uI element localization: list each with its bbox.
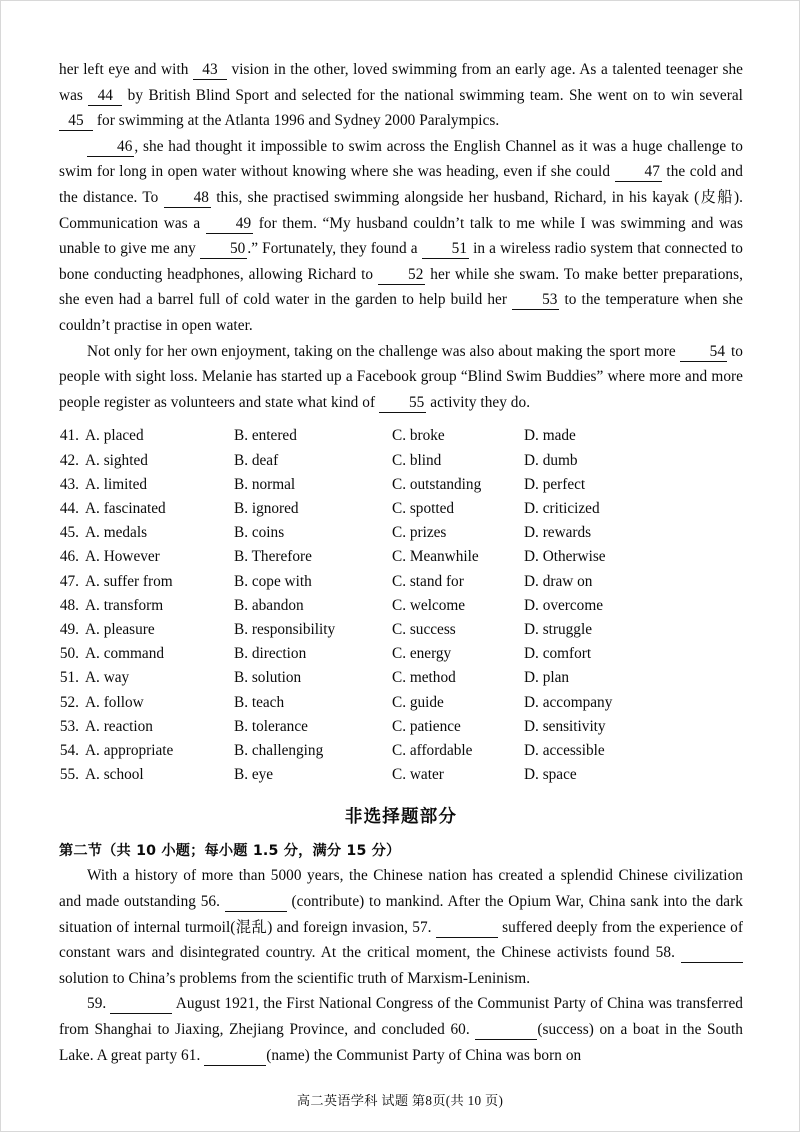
option-choice-d[interactable]: D. sensitivity [524,717,606,735]
option-number: 51. [59,669,79,687]
option-row [59,739,743,763]
passage-paragraph: her left eye and with 43 vision in the other, loved swimming from an early age. As a talented teenager she was 44 by British Blind Sport and selected for the national swimming team. She went on to win several 45 for swimming at the Atlanta 1996 and Sydney 2000 Paralympics. [59,61,743,130]
option-choice-a[interactable]: A. transform [85,596,164,614]
fill-in-blank[interactable]: 52 [378,266,425,285]
option-number: 50. [59,645,79,663]
option-choice-b[interactable]: B. deaf [234,451,279,469]
fill-in-blank[interactable] [204,1047,266,1066]
option-choice-a[interactable]: A. appropriate [85,741,174,759]
option-choice-c[interactable]: C. method [392,669,456,687]
option-choice-d[interactable]: D. perfect [524,475,586,493]
option-choice-d[interactable]: D. made [524,427,576,445]
option-number: 54. [59,741,79,759]
fill-in-blank[interactable]: 46 [87,138,134,157]
option-number: 41. [59,427,79,445]
option-choice-b[interactable]: B. Therefore [234,548,312,566]
fill-in-blank[interactable]: 45 [59,112,93,131]
option-row [59,618,743,642]
option-choice-a[interactable]: A. medals [85,524,148,542]
option-choice-c[interactable]: C. success [392,620,456,638]
option-row [59,666,743,690]
option-row [59,715,743,739]
option-choice-c[interactable]: C. affordable [392,741,473,759]
option-choice-b[interactable]: B. coins [234,524,285,542]
option-choice-a[interactable]: A. sighted [85,451,148,469]
option-choice-a[interactable]: A. However [85,548,160,566]
fill-in-blank[interactable]: 47 [615,163,662,182]
option-choice-d[interactable]: D. accompany [524,693,613,711]
option-choice-c[interactable]: C. outstanding [392,475,482,493]
section2-paragraph: 59. August 1921, the First National Congress of the Communist Party of China was transferred from Shanghai to Jiaxing, Zhejiang Province, and concluded 60. (success) on a boat in the South Lake. A great party 61. (name) the Communist Party of China was born on [59,995,744,1064]
option-choice-c[interactable]: C. patience [392,717,461,735]
option-row [59,473,743,497]
section-heading-non-mcq: 非选择题部分 [344,807,458,828]
option-choice-b[interactable]: B. abandon [234,596,304,614]
option-row [59,424,743,448]
fill-in-blank[interactable]: 54 [680,343,727,362]
fill-in-blank[interactable]: 51 [422,240,469,259]
option-choice-b[interactable]: B. tolerance [234,717,308,735]
fill-in-blank[interactable]: 50 [200,240,247,259]
option-row [59,594,743,618]
fill-in-blank[interactable]: 55 [379,394,426,413]
option-choice-a[interactable]: A. limited [85,475,148,493]
option-choice-b[interactable]: B. solution [234,669,302,687]
option-number: 49. [59,620,79,638]
option-choice-c[interactable]: C. welcome [392,596,466,614]
option-choice-c[interactable]: C. blind [392,451,442,469]
option-choice-a[interactable]: A. school [85,766,144,784]
option-row [59,691,743,715]
fill-in-blank[interactable]: 53 [512,291,559,310]
fill-in-blank[interactable]: 49 [206,215,253,234]
option-number: 48. [59,596,79,614]
option-choice-d[interactable]: D. draw on [524,572,593,590]
option-number: 53. [59,717,79,735]
option-row [59,449,743,473]
fill-in-blank[interactable]: 44 [88,87,122,106]
fill-in-blank[interactable]: 43 [193,61,227,80]
passage-paragraph: 46 , she had thought it impossible to swim across the English Channel as it was a huge challenge to swim for long in open water without knowing where she was heading, even if she could 47 the cold and the distance. To 48 this, she practised swimming alongside her husband, Richard, in his kayak (皮船). Communication was a 49 for them. “My husband couldn’t talk to me while I was swimming and was unable to give me any 50 .” Fortunately, they found a 51 in a wireless radio system that connected to bone conducting headphones, allowing Richard to 52 her while she swam. To make better preparations, she even had a barrel full of cold water in the garden to help build her 53 to the temperature when she couldn’t practise in open water. [59,137,744,334]
option-choice-a[interactable]: A. fascinated [85,499,166,517]
option-row [59,545,743,569]
option-choice-b[interactable]: B. entered [234,427,297,445]
page-footer [1,1090,799,1109]
option-number: 55. [59,766,79,784]
option-choice-d[interactable]: D. Otherwise [524,548,606,566]
option-choice-d[interactable]: D. criticized [524,499,600,517]
option-choice-d[interactable]: D. accessible [524,741,605,759]
option-row [59,763,743,787]
option-choice-b[interactable]: B. eye [234,766,274,784]
option-choice-c[interactable]: C. Meanwhile [392,548,479,566]
option-choice-b[interactable]: B. normal [234,475,296,493]
option-number: 43. [59,475,79,493]
section2-paragraph: With a history of more than 5000 years, the Chinese nation has created a splendid Chinese civilization and made outstanding 56. (contribute) to mankind. After the Opium War, China sank into the dark situation of internal turmoil(混乱) and foreign invasion, 57. suffered deeply from the experience of constant wars and disintegrated country. At the critical moment, the Chinese activists found 58. solution to China’s problems from the scientific truth of Marxism-Leninism. [59,867,744,987]
option-row [59,497,743,521]
fill-in-blank[interactable] [225,893,287,912]
option-row [59,570,743,594]
fill-in-blank[interactable] [681,944,743,963]
option-choice-a[interactable]: A. reaction [85,717,153,735]
option-choice-a[interactable]: A. command [85,645,165,663]
option-choice-a[interactable]: A. pleasure [85,620,155,638]
option-choice-b[interactable]: B. teach [234,693,285,711]
footer-text: 高二英语学科 试题 第8页(共 10 页) [296,1093,504,1108]
option-choice-c[interactable]: C. prizes [392,524,447,542]
option-choice-b[interactable]: B. ignored [234,499,299,517]
option-choice-d[interactable]: D. space [524,766,577,784]
option-row [59,521,743,545]
fill-in-blank[interactable]: 48 [164,189,211,208]
option-choice-d[interactable]: D. plan [524,669,570,687]
option-choice-c[interactable]: C. spotted [392,499,455,517]
option-choice-c[interactable]: C. guide [392,693,444,711]
option-choice-b[interactable]: B. cope with [234,572,312,590]
option-number: 46. [59,548,79,566]
option-row [59,642,743,666]
option-choice-c[interactable]: C. stand for [392,572,464,590]
fill-in-blank[interactable] [436,919,498,938]
option-choice-c[interactable]: C. water [392,766,444,784]
option-choice-b[interactable]: B. responsibility [234,620,336,638]
option-choice-a[interactable]: A. placed [85,427,144,445]
option-choice-c[interactable]: C. energy [392,645,452,663]
option-number: 45. [59,524,79,542]
option-choice-d[interactable]: D. dumb [524,451,578,469]
section2-passage [59,863,743,1068]
fill-in-blank[interactable] [110,995,172,1014]
option-number: 47. [59,572,79,590]
cloze-passage [59,57,743,415]
option-number: 52. [59,693,79,711]
option-choice-d[interactable]: D. comfort [524,645,592,663]
option-choice-d[interactable]: D. overcome [524,596,604,614]
option-choice-c[interactable]: C. broke [392,427,445,445]
multiple-choice-options [59,424,743,787]
option-number: 42. [59,451,79,469]
option-number: 44. [59,499,79,517]
option-choice-b[interactable]: B. challenging [234,741,324,759]
fill-in-blank[interactable] [475,1021,537,1040]
option-choice-b[interactable]: B. direction [234,645,307,663]
option-choice-d[interactable]: D. rewards [524,524,592,542]
option-choice-a[interactable]: A. follow [85,693,144,711]
section2-subheading: 第二节（共 10 小题；每小题 1.5 分，满分 15 分） [59,843,401,860]
passage-paragraph: Not only for her own enjoyment, taking on the challenge was also about making the sport more 54 to people with sight loss. Melanie has started up a Facebook group “Blind Swim Buddies” where more and more people register as volunteers and state what kind of 55 activity they do. [59,342,744,411]
option-choice-a[interactable]: A. way [85,669,130,687]
option-choice-d[interactable]: D. struggle [524,620,592,638]
option-choice-a[interactable]: A. suffer from [85,572,173,590]
